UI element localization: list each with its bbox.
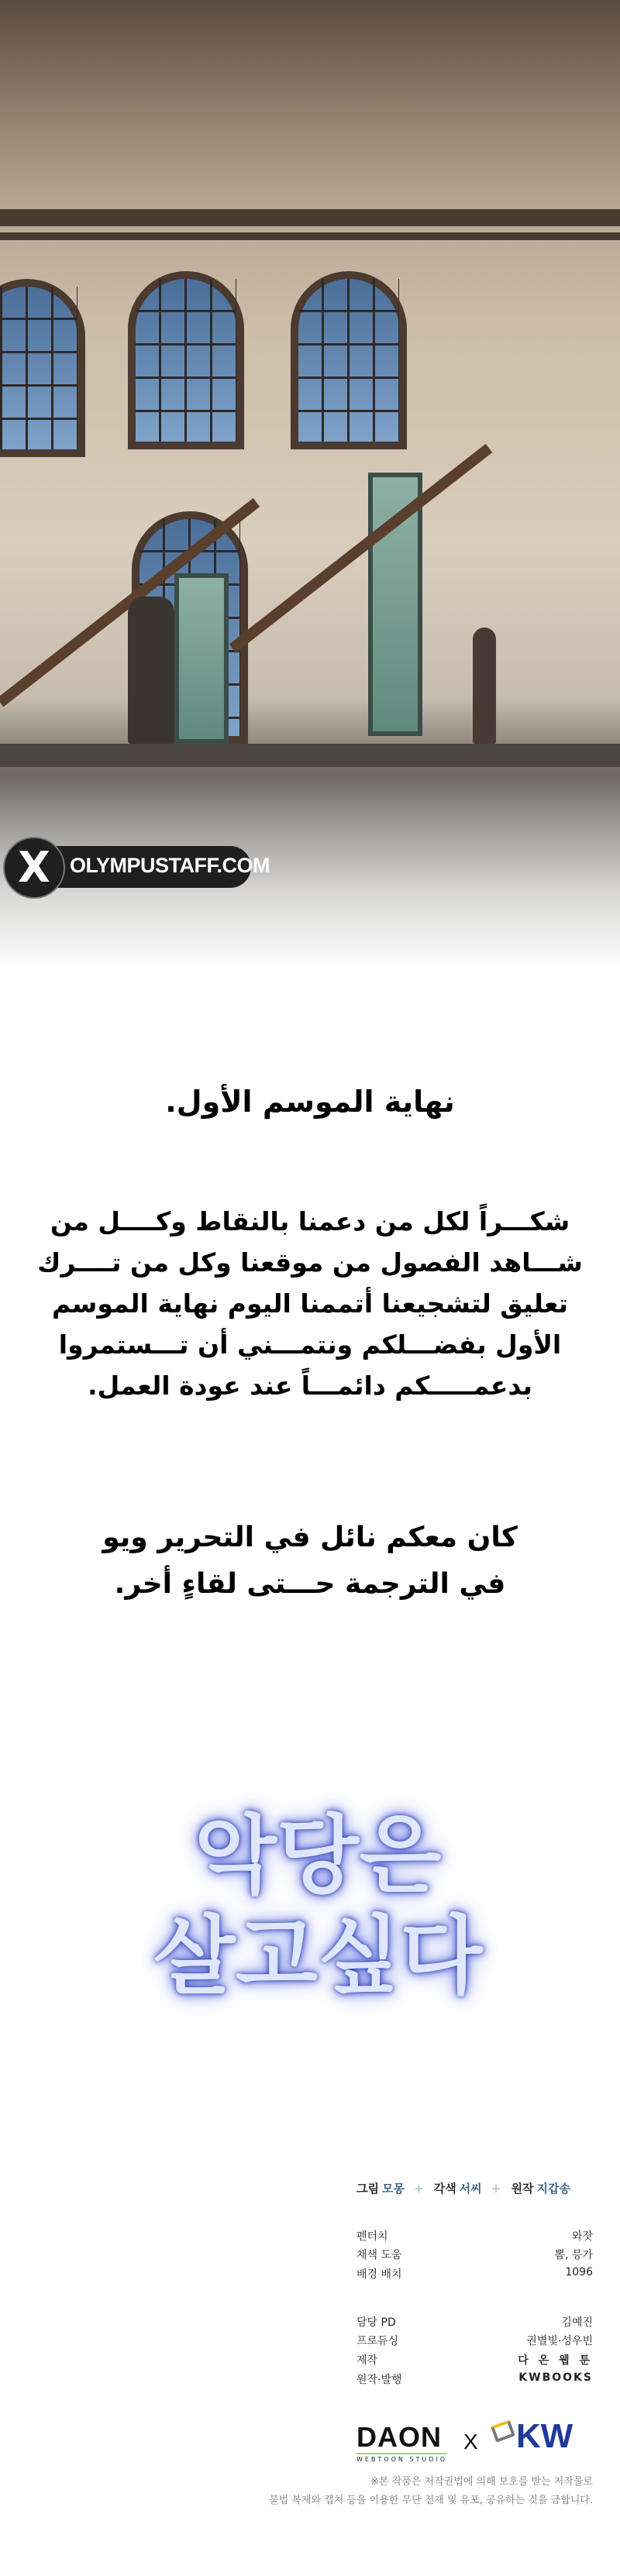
- credit-role: 담당 PD: [356, 2316, 396, 2329]
- floor: [0, 744, 620, 767]
- credit-role: 채색 도움: [356, 2249, 402, 2261]
- credit-role: 배경 배치: [356, 2268, 402, 2281]
- character-man: [128, 597, 174, 744]
- credit-name: 다 온 웹 툰: [518, 2354, 593, 2367]
- kw-logo: [493, 2417, 573, 2456]
- ceiling-beam: [0, 232, 620, 240]
- credits-header: [356, 2180, 593, 2196]
- text-line: شـــاهد الفصول من موقعنا وكل من تــــرك: [37, 1247, 583, 1278]
- credit-name: 지갑송: [536, 2182, 571, 2196]
- text-line: شكـــراً لكل من دعمنا بالنقاط وكــــل من: [50, 1206, 570, 1236]
- copyright-notice-line: 불법 복제와 캡처 등을 이용한 무단 전재 및 유포, 공유하는 것을 금합니다.: [269, 2495, 593, 2506]
- credit-name: 1096: [565, 2266, 593, 2279]
- arched-window: [0, 279, 85, 457]
- credit-role: 각색: [433, 2182, 456, 2196]
- copyright-notice-line: ※본 작품은 저작권법에 의해 보호를 받는 저작물로: [370, 2476, 593, 2488]
- comic-panel-hall-scene: [0, 0, 620, 968]
- thanks-paragraph: [0, 1201, 620, 1406]
- credit-name: KWBOOKS: [518, 2371, 593, 2384]
- book-icon: [491, 2420, 515, 2443]
- credit-role: 원작: [511, 2182, 534, 2196]
- series-title-logo: [140, 1805, 496, 2022]
- daon-wordmark: DAON: [356, 2421, 442, 2453]
- credit-name: 김예진: [561, 2316, 593, 2329]
- olympus-x-logo-icon: X: [3, 837, 65, 899]
- text-line: كان معكم نائل في التحرير ويو: [102, 1522, 518, 1553]
- text-line: بدعمـــــكم دائمـــاً عند عودة العمل.: [88, 1371, 532, 1401]
- credit-name: 뽐, 믕가: [554, 2249, 593, 2261]
- credit-role: 프로듀싱: [356, 2335, 399, 2347]
- credit-role: 원작·발행: [356, 2374, 402, 2386]
- credit-name: 와잣: [571, 2230, 593, 2243]
- credit-name: 모몽: [381, 2182, 405, 2196]
- arched-window: [291, 271, 407, 449]
- credit-role: 그림: [356, 2182, 379, 2196]
- credit-name: 권별빛·성우빈: [526, 2335, 593, 2347]
- staircase: [229, 444, 493, 653]
- kw-wordmark: KW: [516, 2417, 574, 2455]
- logo-line: 악당은: [194, 1805, 442, 1905]
- daon-subtitle: WEBTOON STUDIO: [356, 2453, 447, 2463]
- character-girl: [473, 628, 496, 744]
- text-line: تعليق لتشجيعنا أتممنا اليوم نهاية الموسم: [51, 1288, 568, 1319]
- separator: +: [413, 2182, 424, 2196]
- credit-name: 서씨: [459, 2182, 482, 2196]
- team-paragraph: [0, 1515, 620, 1608]
- text-line: في الترجمة حـــتى لقاءٍ أخر.: [114, 1568, 506, 1600]
- credit-role: 제작: [356, 2354, 378, 2367]
- logo-line: 살고싶다: [153, 1906, 483, 2006]
- credit-role: 펜터치: [356, 2230, 388, 2243]
- watermark-text: OLYMPUSTAFF.COM: [70, 854, 270, 877]
- daon-logo: [356, 2423, 447, 2463]
- arched-window: [128, 271, 244, 449]
- text-line: الأول بفضـــلكم ونتمـــني أن تـــستمروا: [58, 1329, 562, 1360]
- watermark-badge[interactable]: [3, 837, 270, 899]
- season-end-title: نهاية الموسم الأول.: [165, 1085, 455, 1119]
- ceiling-beam: [0, 209, 620, 226]
- collab-x: X: [463, 2430, 478, 2454]
- separator: +: [491, 2182, 501, 2196]
- door: [174, 573, 229, 744]
